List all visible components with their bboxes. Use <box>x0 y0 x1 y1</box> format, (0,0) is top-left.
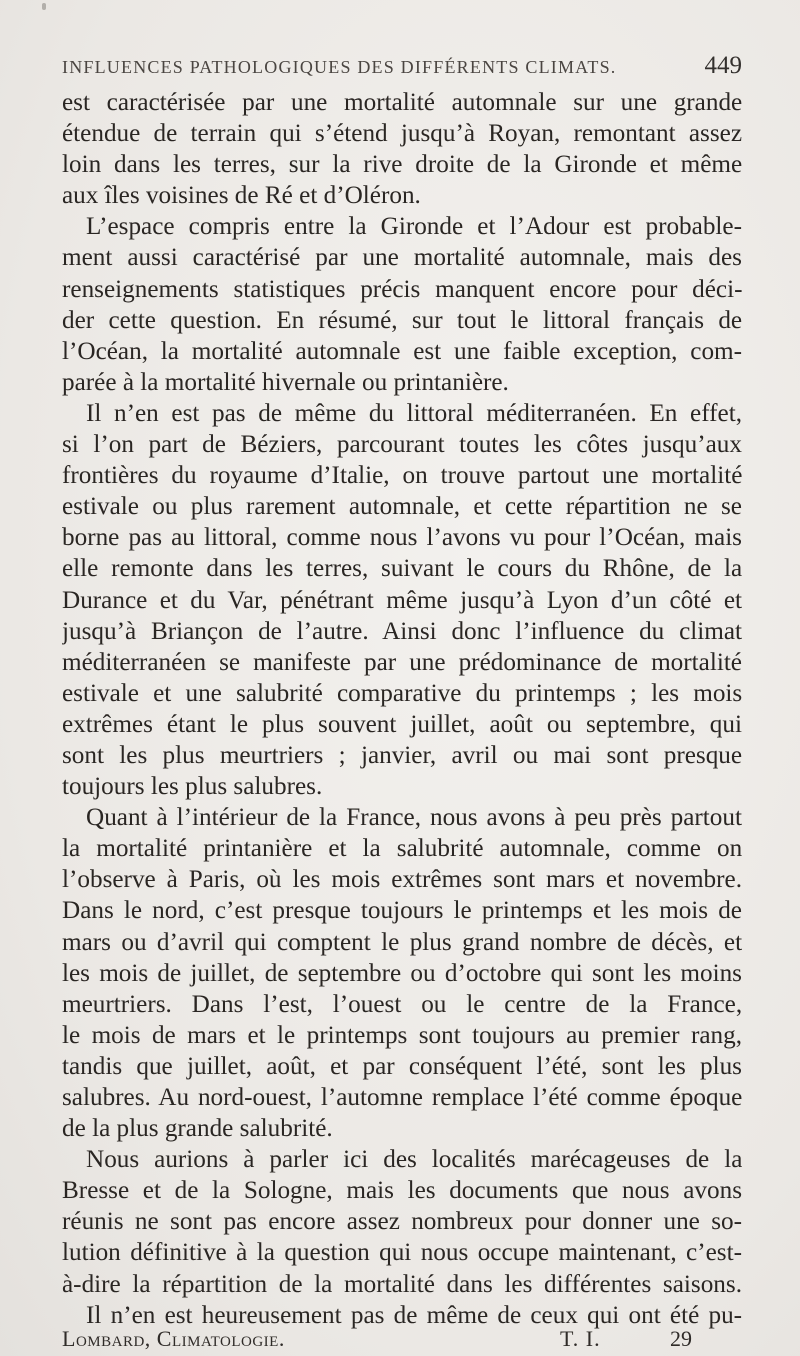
text-line: Quant à l’intérieur de la France, nous avons à peu près partout <box>86 804 742 832</box>
text-line: loin dans les terres, sur la rive droite de la Gironde et même <box>62 151 742 179</box>
text-line: tandis que juillet, août, et par conséquent l’été, sont les plus <box>62 1052 742 1080</box>
text-line: jusqu’à Briançon de l’autre. Ainsi donc l’influence du climat <box>62 617 742 645</box>
text-line: si l’on part de Béziers, parcourant toutes les côtes jusqu’aux <box>62 431 742 459</box>
text-line: mars ou d’avril qui comptent le plus grand nombre de décès, et <box>62 928 742 956</box>
footer-signature-number: 29 <box>670 1326 692 1351</box>
footer-author: Lombard, Climatologie. <box>62 1326 285 1351</box>
text-line: ment aussi caractérisé par une mortalité automnale, mais des <box>62 244 742 272</box>
text-line: étendue de terrain qui s’étend jusqu’à Royan, remontant assez <box>62 120 742 148</box>
text-line: Il n’en est heureusement pas de même de ceux qui ont été pu- <box>86 1301 742 1329</box>
text-line: frontières du royaume d’Italie, on trouve partout une mortalité <box>62 462 742 490</box>
text-line: extrêmes étant le plus souvent juillet, août ou septembre, qui <box>62 710 742 738</box>
text-line: toujours les plus salubres. <box>62 773 323 801</box>
text-line: méditerranéen se manifeste par une prédominance de mortalité <box>62 648 742 676</box>
text-line: salubres. Au nord-ouest, l’automne remplace l’été comme époque <box>62 1084 742 1111</box>
text-line: Durance et du Var, pénétrant même jusqu’à Lyon d’un côté et <box>62 586 742 614</box>
text-line: parée à la mortalité hivernale ou printanière. <box>62 368 509 396</box>
text-line: der cette question. En résumé, sur tout le littoral français de <box>62 306 742 334</box>
text-line: le mois de mars et le printemps sont toujours au premier rang, <box>62 1021 742 1049</box>
page-header <box>62 52 742 80</box>
text-line: l’Océan, la mortalité automnale est une faible exception, com- <box>62 337 742 365</box>
text-line: estivale et une salubrité comparative du printemps ; les mois <box>62 679 742 707</box>
text-line: à-dire la répartition de la mortalité dans les différentes saisons. <box>62 1270 742 1298</box>
text-line: meurtriers. Dans l’est, l’ouest ou le centre de la France, <box>62 990 742 1018</box>
text-line: Dans le nord, c’est presque toujours le printemps et les mois de <box>62 897 742 925</box>
text-line: Nous aurions à parler ici des localités marécageuses de la <box>86 1146 742 1174</box>
text-line: Bresse et de la Sologne, mais les documents que nous avons <box>62 1177 742 1205</box>
print-speck <box>42 3 46 10</box>
running-head: INFLUENCES PATHOLOGIQUES DES DIFFÉRENTS CLIMATS. <box>62 57 617 77</box>
text-line: elle remonte dans les terres, suivant le cours du Rhône, de la <box>62 555 742 583</box>
text-line: aux îles voisines de Ré et d’Oléron. <box>62 182 421 210</box>
text-line: la mortalité printanière et la salubrité automnale, comme on <box>62 835 742 863</box>
text-line: borne pas au littoral, comme nous l’avons vu pour l’Océan, mais <box>62 524 742 552</box>
footer-signature-volume: T. I. <box>560 1326 601 1351</box>
page-number: 449 <box>704 52 742 79</box>
text-line: sont les plus meurtriers ; janvier, avril ou mai sont presque <box>62 741 742 769</box>
text-line: renseignements statistiques précis manquent encore pour déci- <box>62 275 742 303</box>
text-line: l’observe à Paris, où les mois extrêmes sont mars et novembre. <box>62 866 742 894</box>
text-line: est caractérisée par une mortalité automnale sur une grande <box>62 89 742 116</box>
text-line: lution définitive à la question qui nous occupe maintenant, c’est- <box>62 1239 742 1267</box>
text-line: les mois de juillet, de septembre ou d’octobre qui sont les moins <box>62 959 742 987</box>
text-line: L’espace compris entre la Gironde et l’Adour est probable- <box>86 213 742 241</box>
text-line: de la plus grande salubrité. <box>62 1115 333 1143</box>
text-line: estivale ou plus rarement automnale, et cette répartition ne se <box>62 493 742 521</box>
text-line: réunis ne sont pas encore assez nombreux pour donner une so- <box>62 1208 742 1236</box>
text-line: Il n’en est pas de même du littoral méditerranéen. En effet, <box>86 399 742 427</box>
body-text <box>62 87 742 1331</box>
